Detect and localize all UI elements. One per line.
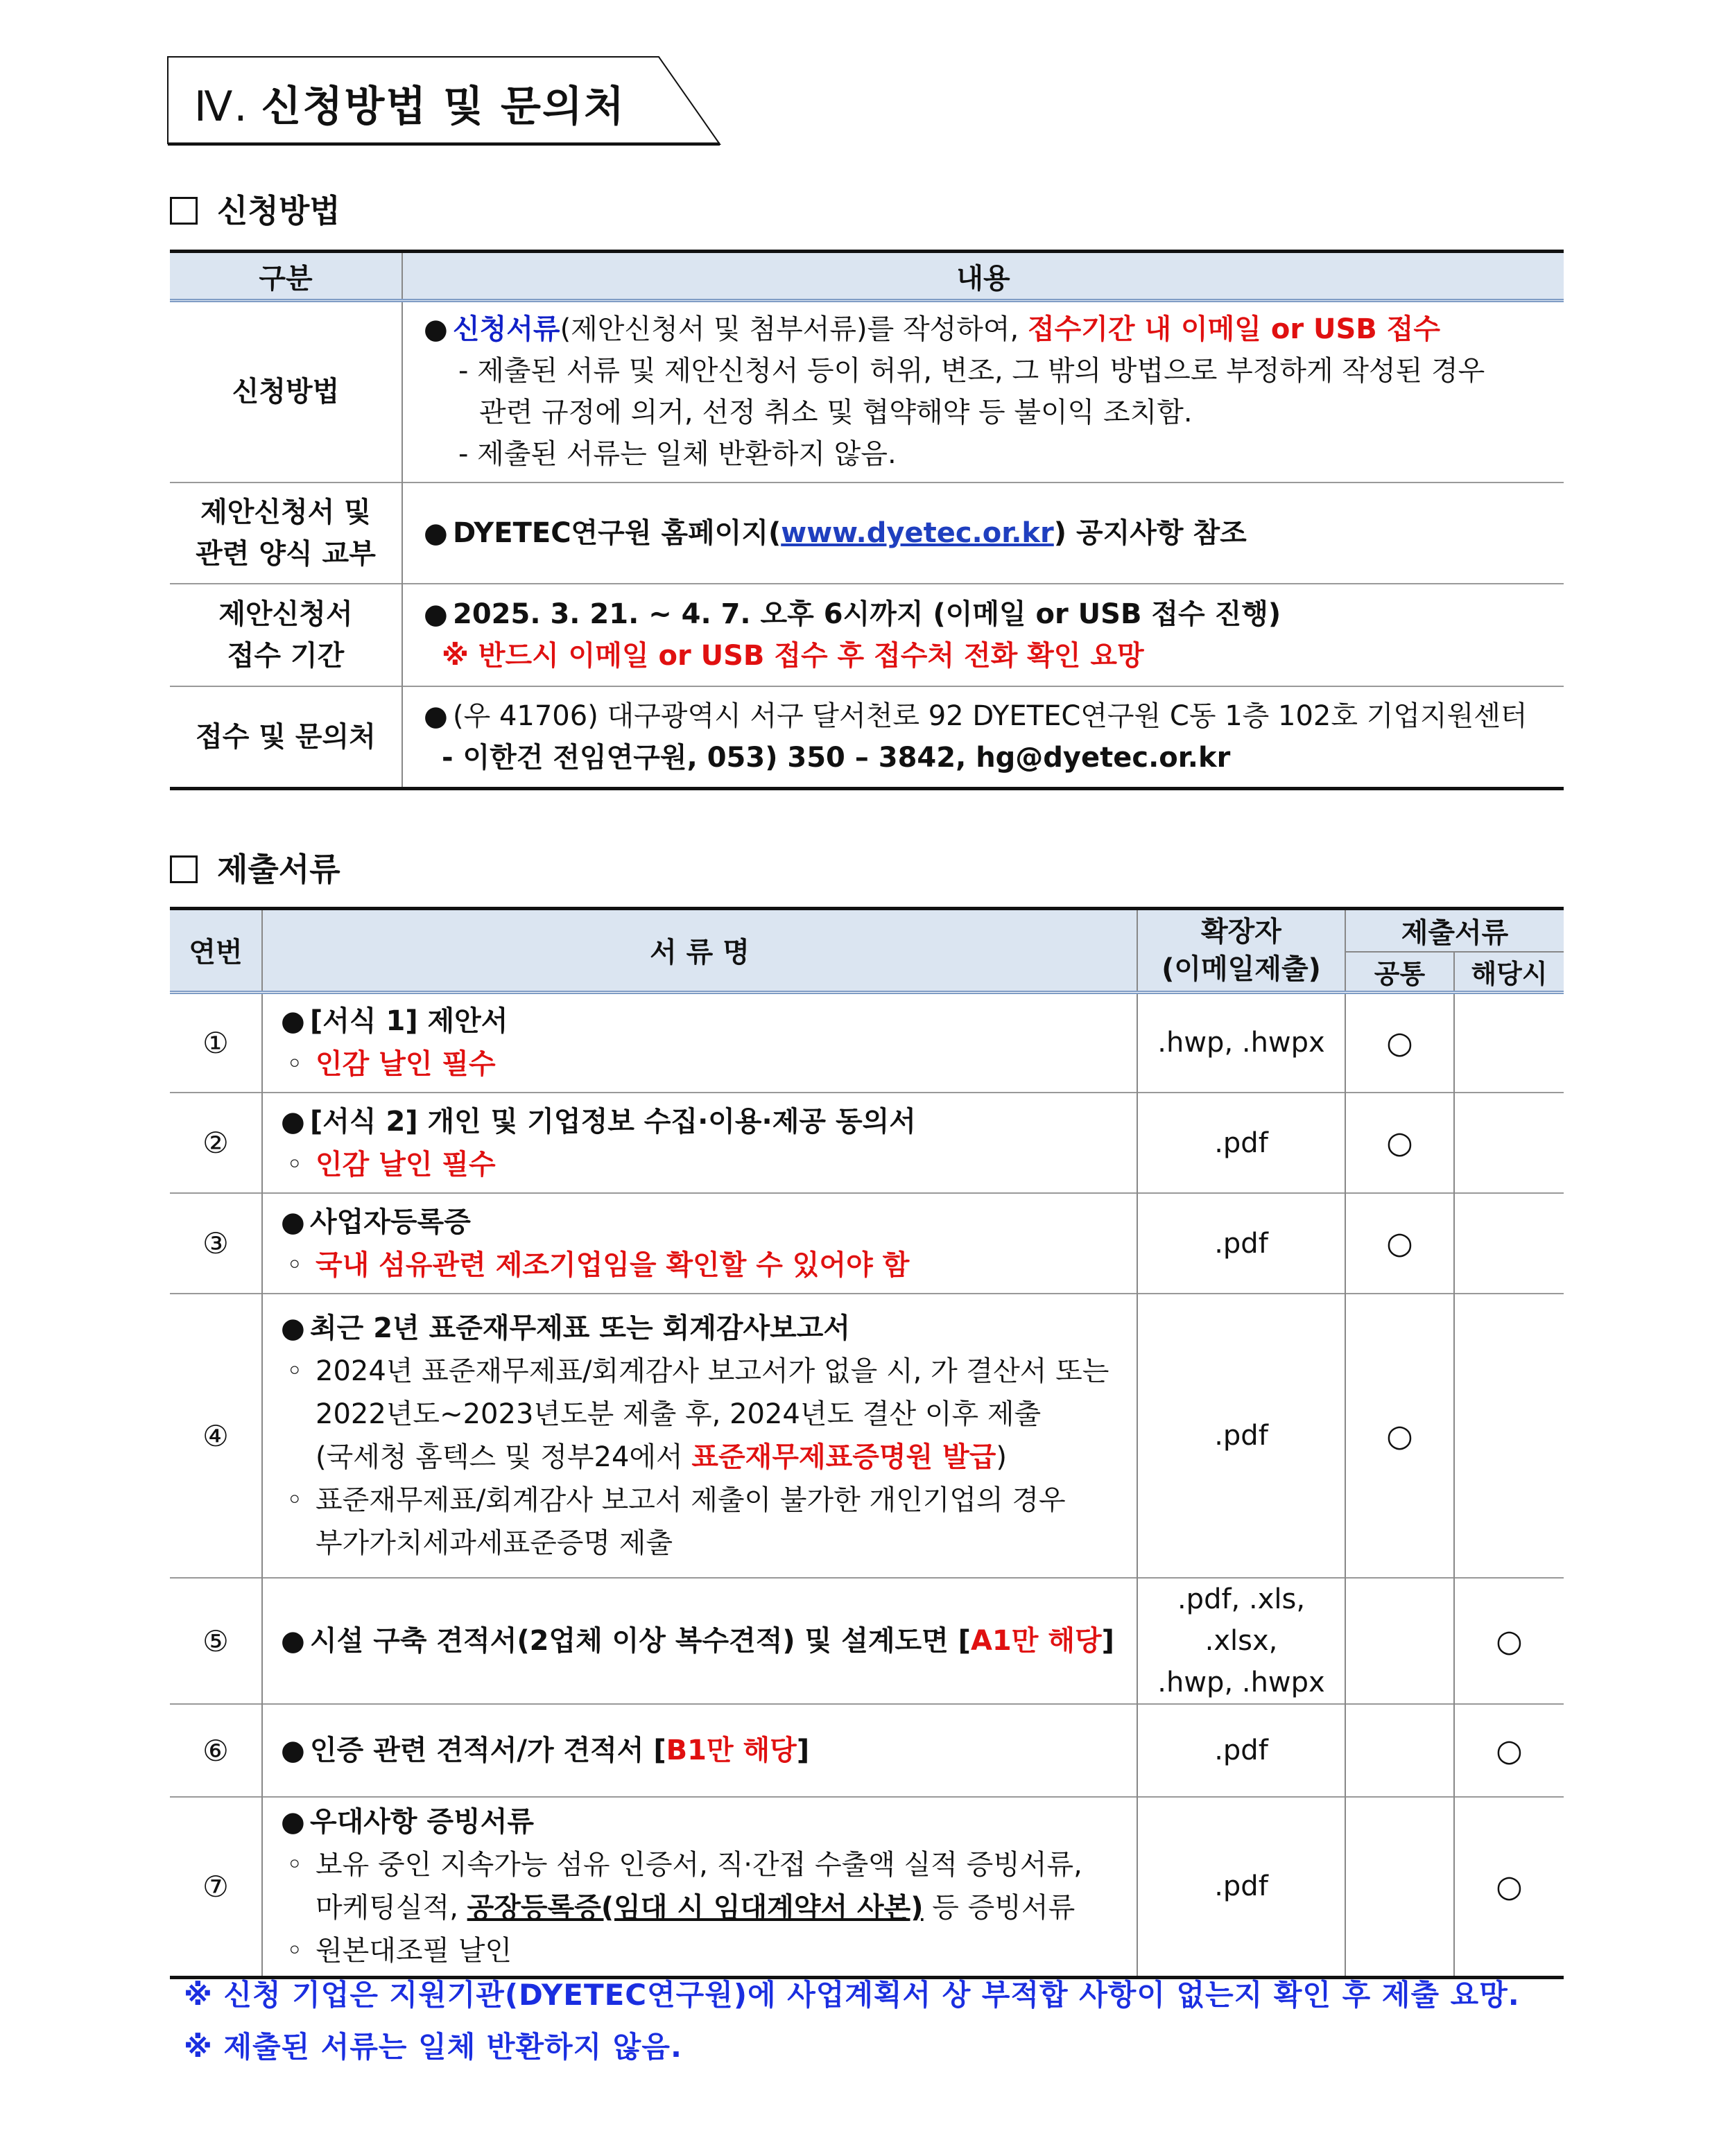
empty-mark-cell xyxy=(1454,992,1564,1093)
docs-table xyxy=(170,907,1564,1979)
col-header-submit: 제출서류 xyxy=(1345,909,1564,952)
applicable-mark: ○ xyxy=(1454,1704,1564,1797)
row-content-forms: ● DYETEC연구원 홈페이지(www.dyetec.or.kr) 공지사항 참조 xyxy=(402,483,1564,584)
table-row xyxy=(170,1093,1564,1193)
row-content-method: ● 신청서류(제안신청서 및 첨부서류)를 작성하여, 접수기간 내 이메일 or USB 접수 - 제출된 서류 및 제안신청서 등이 허위, 변조, 그 밖의 방법으로 부정하게 작성된 경우 관련 규정에 의거, 선정 취소 및 협약해약 등 불이익 조치함. - 제출된 서류는 일체 반환하지 않음. xyxy=(402,301,1564,483)
homepage-link[interactable]: www.dyetec.or.kr xyxy=(781,516,1054,549)
applicable-mark: ○ xyxy=(1454,1797,1564,1977)
common-mark: ○ xyxy=(1345,992,1454,1093)
common-mark: ○ xyxy=(1345,1193,1454,1294)
table-row xyxy=(170,301,1564,483)
col-header-category: 구분 xyxy=(170,252,402,301)
document-name: ● [서식 2] 개인 및 기업정보 수집·이용·제공 동의서 ◦ 인감 날인 필수 xyxy=(262,1093,1137,1193)
row-label-period: 제안신청서 접수 기간 xyxy=(170,584,402,686)
row-number: ② xyxy=(170,1093,262,1193)
empty-mark-cell xyxy=(1345,1797,1454,1977)
document-name: ● 시설 구축 견적서(2업체 이상 복수견적) 및 설계도면 [A1만 해당] xyxy=(262,1578,1137,1704)
document-name: ● 최근 2년 표준재무제표 또는 회계감사보고서 ◦ 2024년 표준재무제표/회계감사 보고서가 없을 시, 가 결산서 또는 2022년도~2023년도분 제출 후, 2024년도 결산 이후 제출 (국세청 홈텍스 및 정부24에서 표준재무제표증명원 발급) ◦ 표준재무제표/회계감사 보고서 제출이 불가한 개인기업의 경우 부가가치세과세표준증명 제출 xyxy=(262,1294,1137,1578)
row-number: ⑥ xyxy=(170,1704,262,1797)
apply-table xyxy=(170,250,1564,790)
col-header-content: 내용 xyxy=(402,252,1564,301)
row-number: ④ xyxy=(170,1294,262,1578)
table-row xyxy=(170,1193,1564,1294)
table-row xyxy=(170,1578,1564,1704)
row-number: ③ xyxy=(170,1193,262,1294)
table-row xyxy=(170,686,1564,789)
empty-mark-cell xyxy=(1454,1093,1564,1193)
file-extension: .pdf, .xls, .xlsx, .hwp, .hwpx xyxy=(1137,1578,1345,1704)
col-header-applicable: 해당시 xyxy=(1454,952,1564,993)
common-mark: ○ xyxy=(1345,1093,1454,1193)
col-header-no: 연번 xyxy=(170,909,262,993)
row-number: ① xyxy=(170,992,262,1093)
table-row xyxy=(170,1704,1564,1797)
file-extension: .pdf xyxy=(1137,1704,1345,1797)
document-name: ● 사업자등록증 ◦ 국내 섬유관련 제조기업임을 확인할 수 있어야 함 xyxy=(262,1193,1137,1294)
row-label-forms: 제안신청서 및 관련 양식 교부 xyxy=(170,483,402,584)
empty-mark-cell xyxy=(1345,1704,1454,1797)
col-header-ext: 확장자 (이메일제출) xyxy=(1137,909,1345,993)
file-extension: .pdf xyxy=(1137,1294,1345,1578)
empty-mark-cell xyxy=(1345,1578,1454,1704)
empty-mark-cell xyxy=(1454,1294,1564,1578)
file-extension: .pdf xyxy=(1137,1797,1345,1977)
section-header xyxy=(166,55,721,146)
table-row xyxy=(170,992,1564,1093)
file-extension: .pdf xyxy=(1137,1193,1345,1294)
common-mark: ○ xyxy=(1345,1294,1454,1578)
applicable-mark: ○ xyxy=(1454,1578,1564,1704)
document-name: ● [서식 1] 제안서 ◦ 인감 날인 필수 xyxy=(262,992,1137,1093)
footnote-2: ※ 제출된 서류는 일체 반환하지 않음. xyxy=(184,2030,682,2064)
checkbox-square-icon xyxy=(170,855,198,883)
row-label-method: 신청방법 xyxy=(170,301,402,483)
table-row xyxy=(170,584,1564,686)
file-extension: .pdf xyxy=(1137,1093,1345,1193)
row-content-period: ● 2025. 3. 21. ~ 4. 7. 오후 6시까지 (이메일 or USB 접수 진행) ※ 반드시 이메일 or USB 접수 후 접수처 전화 확인 요망 xyxy=(402,584,1564,686)
docs-heading: 제출서류 xyxy=(170,844,340,890)
checkbox-square-icon xyxy=(170,197,198,225)
footnote-1: ※ 신청 기업은 지원기관(DYETEC연구원)에 사업계획서 상 부적합 사항이 없는지 확인 후 제출 요망. xyxy=(184,1978,1520,2012)
table-row xyxy=(170,1797,1564,1977)
row-number: ⑤ xyxy=(170,1578,262,1704)
col-header-common: 공통 xyxy=(1345,952,1454,993)
row-label-contact: 접수 및 문의처 xyxy=(170,686,402,789)
table-row xyxy=(170,483,1564,584)
row-content-contact: ● (우 41706) 대구광역시 서구 달서천로 92 DYETEC연구원 C동 1층 102호 기업지원센터 - 이한건 전임연구원, 053) 350 – 3842, hg@dyetec.or.kr xyxy=(402,686,1564,789)
document-name: ● 인증 관련 견적서/가 견적서 [B1만 해당] xyxy=(262,1704,1137,1797)
file-extension: .hwp, .hwpx xyxy=(1137,992,1345,1093)
empty-mark-cell xyxy=(1454,1193,1564,1294)
section-title: Ⅳ. 신청방법 및 문의처 xyxy=(194,82,625,131)
apply-heading: 신청방법 xyxy=(170,186,340,232)
row-number: ⑦ xyxy=(170,1797,262,1977)
document-name: ● 우대사항 증빙서류 ◦ 보유 중인 지속가능 섬유 인증서, 직·간접 수출액 실적 증빙서류, 마케팅실적, 공장등록증(임대 시 임대계약서 사본) 등 증빙서류 ◦ 원본대조필 날인 xyxy=(262,1797,1137,1977)
col-header-name: 서 류 명 xyxy=(262,909,1137,993)
table-row xyxy=(170,1294,1564,1578)
